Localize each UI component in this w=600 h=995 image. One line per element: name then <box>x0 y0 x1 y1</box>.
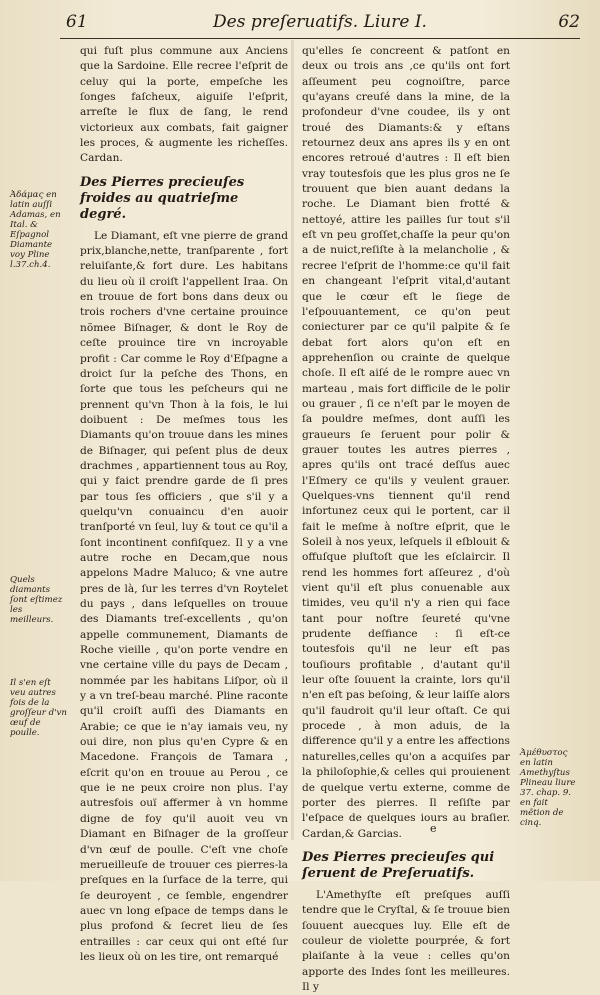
page-header <box>60 12 580 38</box>
margin-note-amethyste: Ἀμέθυστος en latin Amethyſtus Plineau liure 37. chap. 9. en fait mẽtion de cinq. <box>520 748 576 828</box>
section-heading-froides: Des Pierres precieuſes froides au quatrieſme degré. <box>80 174 245 222</box>
right-paragraph-amethyste: L'Amethyſte eſt preſques auſſi tendre que le Cryſtal, & ſe trouue bien ſouuent auecques luy. Elle eſt de couleur de violette pourprée, & fort plaiſante à la veue : celles qu'on apporte des Indes ſont les meilleures. Il y <box>302 888 510 993</box>
section-heading-preseruatifs: Des Pierres precieuſes qui ſeruent de Preſeruatifs. <box>302 849 495 881</box>
right-paragraph-1: qu'elles ſe concreent & patſont en deux ou trois ans ,ce qu'ils ont fort aſſeument peu cognoiſtre, parce qu'ayans creuſé dans la mine, de la profondeur d'vne coudee, ils y ont troué des Diamants:& y eſtans retournez deux ans apres ils y en ont encores retroué d'autres : Il eſt bien vray toutesfois que les plus gros ne ſe trouuent que bien auant dedans la roche. Le Diamant bien frotté & nettoyé, attire les pailles ſur tout s'il eſt vn peu groſſet,chaſſe la peur qu'on a de nuict,reſiſte à la melancholie , & recree l'eſprit de l'homme:ce qu'il fait en changeant l'eſprit vital,d'autant que le cœur eſt le ſiege de l'eſpouuantement, ce qu'on peut coniecturer par ce qu'il palpite & ſe debat fort alors qu'on eſt en apprehenſion ou crainte de quelque choſe. Il eſt aiſé de le rompre auec vn marteau , mais fort difficile de le polir ou grauer , ſi ce n'eſt par le moyen de ſa pouldre meſmes, dont auſſi les graueurs ſe ſeruent pour polir & grauer toutes les autres pierres , apres qu'ils ont tracé deſſus auec l'Eſmery ce qu'ils y veulent grauer. Quelques-vns tiennent qu'il rend infortunez ceux qui le portent, car il fait le meſme à noſtre eſprit, que le Soleil à nos yeux, leſquels il eſblouit & offuſque pluſtoſt que les eſclaircir. Il rend les hommes fort aſſeurez , d'où vient qu'il eſt plus conuenable aux timides, veu qu'il n'y a rien qui face tant pour noſtre ſeureté qu'vne prudente deſfiance : ſi eſt-ce toutesfois qu'il ne leur eſt pas touſiours profitable , d'autant qu'il leur oſte ſouuent la crainte, lors qu'il n'en eſt pas beſoing, & leur laiſſe alors qu'il faudroit qu'il leur oſtaſt. Ce qui procede , à mon aduis, de la difference qu'il y a entre les affections naturelles,celles qu'on a acquiſes par la philoſophie,& celles qui prouienent de quelque vertu externe, comme de porter des pierres. Il reſiſte par l'eſpace de quelques iours au braſier. Cardan,& Garcias. <box>302 45 510 840</box>
margin-note-oeuf: Il s'en eſt veu autres fois de la groſſeur d'vn œuf de poulle. <box>10 678 67 738</box>
margin-note-meilleurs: Quels diamants ſont eſtimez les meilleurs. <box>10 575 63 625</box>
page-number-left: 61 <box>66 12 88 32</box>
signature-mark: e <box>430 822 437 835</box>
page-number-right: 62 <box>558 12 580 32</box>
left-column <box>80 44 288 965</box>
header-rule <box>60 38 580 39</box>
page-gutter <box>291 40 294 840</box>
right-column <box>302 44 510 995</box>
left-paragraph-diamant: Le Diamant, eſt vne pierre de grand prix,blanche,nette, tranſparente , fort reluiſante,& fort dure. Les habitans du lieu où il croiſt l'appellent Iraa. On en trouue de fort bons dans deux ou trois rochers d'vne certaine prouince nõmee Biſnager, & dont le Roy de ceſte prouince tire vn incroyable profit : Car comme le Roy d'Eſpagne a droict ſur la peſche des Thons, en ſorte que tous les peſcheurs qui ne prennent qu'vn Thon à la fois, le lui doibuent : De meſmes tous les Diamants qu'on trouue dans les mines de Biſnager, qui peſent plus de deux drachmes , appartiennent tous au Roy, qui y faict prendre garde de ſi pres par tous ſes officiers , que s'il y a quelqu'vn conuaincu d'en auoir tranſporté vn ſeul, luy & tout ce qu'il a ſont incontinent confiſquez. Il y a vne autre roche en Decam,que nous appelons Madre Maluco; & vne autre pres de là, ſur les terres d'vn Roytelet du pays , dans leſquelles on trouue des Diamants treſ-excellents , qu'on appelle communement, Diamants de Roche vieille , qu'on porte vendre en vne certaine ville du pays de Decam , nommée par les habitans Liſpor, où il y a vn treſ-beau marché. Pline raconte qu'il croiſt auſſi des Diamants en Arabie; ce que ie n'ay iamais veu, ny oui dire, non plus qu'en Cypre & en Macedone. François de Tamara , eſcrit qu'on en trouue au Perou , ce que ie ne peux croire non plus. I'ay autresfois ouï affermer à vn homme digne de foy qu'il auoit veu vn Diamant en Biſnager de la groſſeur d'vn œuf de poulle. C'eſt vne choſe merueilleuſe de trouuer ces pierres-la preſques en la ſurface de la terre, qui ſe deuroyent , ce ſemble, engendrer auec vn long eſpace de temps dans le plus profond & ſecret lieu de ſes entrailles : car ceux qui ont eſté ſur les lieux où on les tire, ont remarqué <box>80 229 288 963</box>
running-title: Des preſeruatifs. Liure I. <box>213 12 427 32</box>
margin-note-adamas: Ἀδάμας en latin auſſi Adamas, en Ital. & Eſpagnol Diamante voy Pline l.37.ch.4. <box>10 190 61 270</box>
left-paragraph-1: qui fuſt plus commune aux Anciens que la Sardoine. Elle recree l'eſprit de celuy qui la porte, empeſche les ſonges faſcheux, aiguiſe l'eſprit, arreſte le flux de ſang, le rend victorieux aux combats, fait gaigner les proces, & augmente les richeſſes. Cardan. <box>80 45 288 165</box>
